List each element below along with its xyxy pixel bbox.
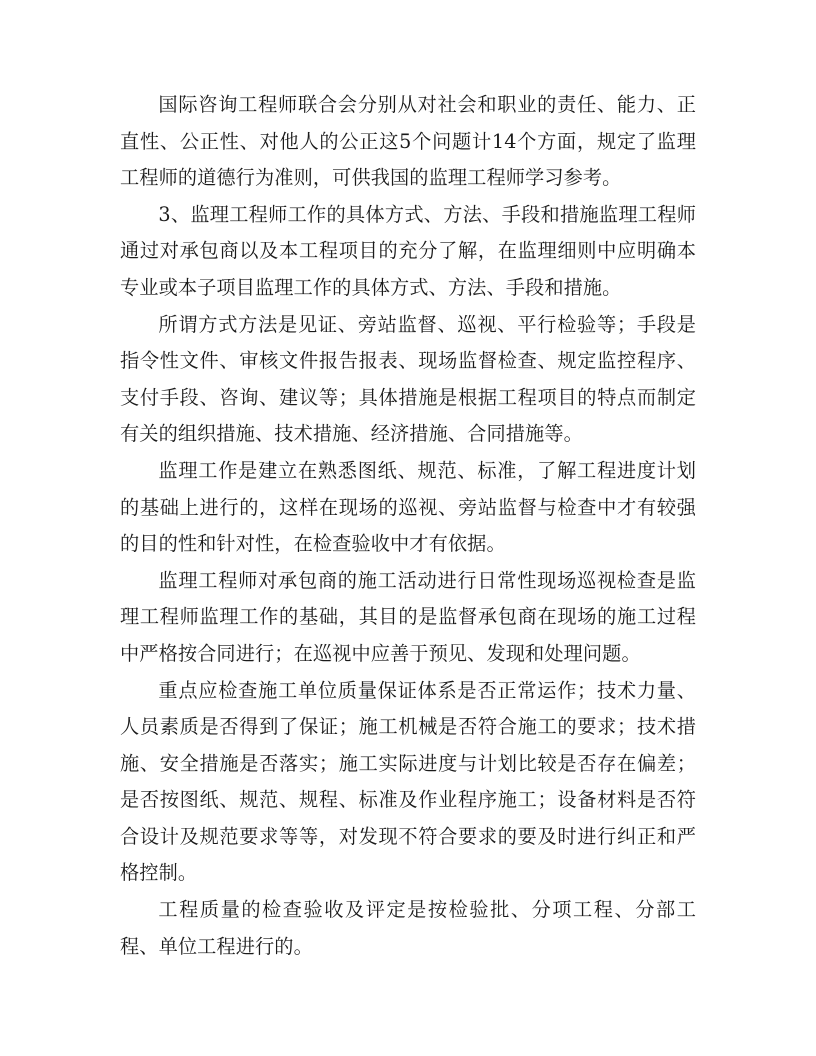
paragraph-6: 重点应检查施工单位质量保证体系是否正常运作；技术力量、人员素质是否得到了保证；施工机械是否符合施工的要求；技术措施、安全措施是否落实；施工实际进度与计划比较是否存在偏差；是否按图纸、规范、规程、标准及作业程序施工；设备材料是否符合设计及规范要求等等，对发现不符合要求的要及时进行纠正和严格控制。 xyxy=(120,678,696,885)
paragraph-3: 所谓方式方法是见证、旁站监督、巡视、平行检验等；手段是指令性文件、审核文件报告报表、现场监督检查、规定监控程序、支付手段、咨询、建议等；具体措施是根据工程项目的特点而制定有关的组织措施、技术措施、经济措施、合同措施等。 xyxy=(120,312,696,446)
paragraph-5: 监理工程师对承包商的施工活动进行日常性现场巡视检查是监理工程师监理工作的基础，其目的是监督承包商在现场的施工过程中严格按合同进行；在巡视中应善于预见、发现和处理问题。 xyxy=(120,568,696,665)
paragraph-4: 监理工作是建立在熟悉图纸、规范、标准，了解工程进度计划的基础上进行的，这样在现场的巡视、旁站监督与检查中才有较强的目的性和针对性，在检查验收中才有依据。 xyxy=(120,458,696,556)
paragraph-2: 3、监理工程师工作的具体方式、方法、手段和措施监理工程师通过对承包商以及本工程项目的充分了解，在监理细则中应明确本专业或本子项目监理工作的具体方式、方法、手段和措施。 xyxy=(120,202,696,299)
document-body xyxy=(120,87,696,965)
paragraph-7: 工程质量的检查验收及评定是按检验批、分项工程、分部工程、单位工程进行的。 xyxy=(120,898,696,958)
paragraph-1: 国际咨询工程师联合会分别从对社会和职业的责任、能力、正直性、公正性、对他人的公正这5个问题计14个方面，规定了监理工程师的道德行为准则，可供我国的监理工程师学习参考。 xyxy=(120,93,696,190)
